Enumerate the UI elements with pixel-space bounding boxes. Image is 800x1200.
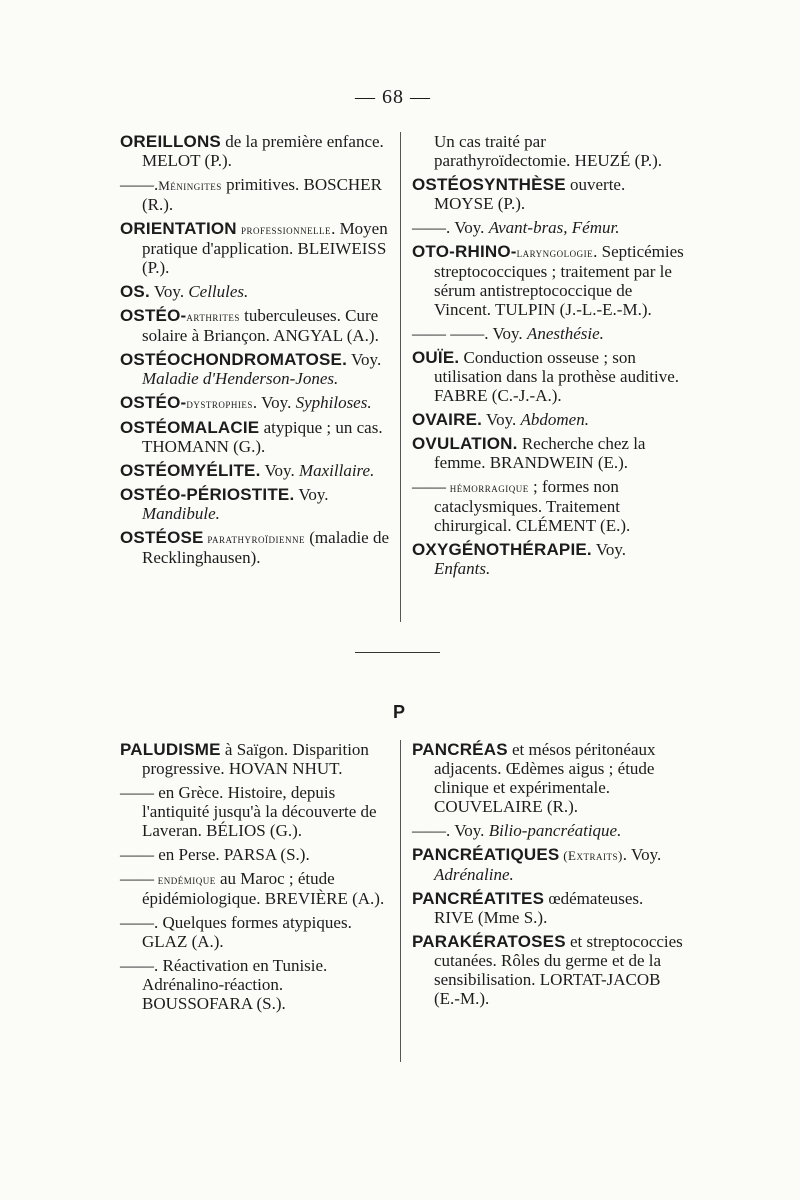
- entry-headword: OTO-RHINO-: [412, 242, 517, 261]
- entry-text: œdémateuses. RIVE (Mme S.).: [434, 889, 644, 927]
- index-entry: [412, 132, 684, 170]
- entry-crossref: Maxillaire.: [298, 461, 375, 480]
- entry-crossref: Enfants.: [434, 559, 491, 578]
- index-entry: [120, 132, 390, 170]
- entry-headword: OXYGÉNOTHÉRAPIE.: [412, 540, 592, 559]
- entry-subheading: dystrophies: [186, 396, 253, 411]
- entry-subheading: parathyroïdienne: [203, 531, 306, 546]
- entry-text: ; formes non cataclysmiques. Traitement chirurgical. CLÉMENT (E.).: [434, 477, 631, 535]
- entry-headword: OSTÉOSYNTHÈSE: [412, 175, 566, 194]
- entry-crossref: Anesthésie.: [526, 324, 604, 343]
- index-entry: [120, 282, 390, 301]
- entry-headword: OSTÉOMALACIE: [120, 418, 260, 437]
- entry-headword: PANCRÉATITES: [412, 889, 545, 908]
- index-entry: [120, 740, 390, 778]
- entry-headword: OS.: [120, 282, 150, 301]
- column-bottom-right: [412, 740, 684, 1013]
- entry-headword: PANCRÉATIQUES: [412, 845, 560, 864]
- entry-crossref: Mandibule.: [142, 504, 220, 523]
- entry-text: Quelques formes atypiques. GLAZ (A.).: [142, 913, 352, 951]
- entry-headword: ORIENTATION: [120, 219, 237, 238]
- entry-text: (maladie de Recklinghausen).: [142, 528, 390, 567]
- column-bottom-left: [120, 740, 390, 1018]
- entry-headword: OVULATION.: [412, 434, 518, 453]
- index-entry: [120, 175, 390, 214]
- index-entry: [120, 528, 390, 567]
- entry-headword: PANCRÉAS: [412, 740, 508, 759]
- entry-text: Voy.: [149, 282, 189, 301]
- entry-crossref: Cellules.: [188, 282, 249, 301]
- entry-text: au Maroc ; étude épidémiologique. BREVIÈRE (A.).: [142, 869, 385, 908]
- entry-subheading: (Extraits): [559, 848, 623, 863]
- entry-text: à Saïgon. Disparition progressive. HOVAN NHUT.: [142, 740, 369, 778]
- index-entry: [412, 434, 684, 472]
- column-divider: [400, 132, 401, 622]
- entry-headword: OSTÉOSE: [120, 528, 204, 547]
- section-separator: [355, 652, 440, 653]
- entry-headword: PARAKÉRATOSES: [412, 932, 566, 951]
- index-entry: [120, 306, 390, 345]
- entry-headword: OUÏE.: [412, 348, 460, 367]
- entry-crossref: Maladie d'Henderson-Jones.: [142, 369, 339, 388]
- entry-headword: OSTÉO-: [120, 306, 187, 325]
- index-entry: [120, 393, 390, 413]
- index-entry: [412, 477, 684, 535]
- entry-text: Voy.: [450, 218, 489, 237]
- entry-dash: ——.: [120, 956, 159, 975]
- entry-subheading: hémorragique: [446, 480, 529, 495]
- column-top-right: [412, 132, 684, 583]
- entry-text: Voy.: [591, 540, 627, 559]
- entry-text: Voy.: [294, 485, 329, 504]
- entry-text: Voy.: [488, 324, 527, 343]
- entry-text: Voy.: [260, 461, 299, 480]
- index-entry: [120, 845, 390, 864]
- column-top-left: [120, 132, 390, 572]
- entry-text: . Voy.: [252, 393, 296, 412]
- entry-subheading: professionnelle: [241, 222, 332, 237]
- entry-subheading: endémique: [154, 872, 216, 887]
- entry-crossref: Avant-bras, Fémur.: [488, 218, 620, 237]
- entry-text: . Voy.: [622, 845, 662, 864]
- section-letter: P: [393, 702, 406, 722]
- entry-dash: ——: [120, 845, 154, 864]
- entry-headword: PALUDISME: [120, 740, 221, 759]
- index-entry: [412, 845, 684, 884]
- entry-headword: OSTÉOMYÉLITE.: [120, 461, 261, 480]
- entry-text: Voy.: [450, 821, 489, 840]
- entry-headword: OVAIRE.: [412, 410, 483, 429]
- entry-dash: ——.: [120, 175, 159, 194]
- index-entry: [412, 740, 684, 816]
- entry-text: primitives. BOSCHER (R.).: [142, 175, 382, 214]
- index-entry: [120, 869, 390, 908]
- index-entry: [412, 242, 684, 319]
- entry-text: Voy.: [347, 350, 382, 369]
- entry-crossref: Syphiloses.: [295, 393, 372, 412]
- index-entry: [120, 913, 390, 951]
- entry-dash: ——: [120, 869, 154, 888]
- index-entry: [412, 889, 684, 927]
- page-number: — 68 —: [355, 86, 431, 108]
- entry-dash: —— ——.: [412, 324, 489, 343]
- entry-text: . Septicémies streptococciques ; traitement par le sérum antistreptococcique de Vincent. TULPIN (J.-L.-E.-M.).: [434, 242, 684, 319]
- entry-text: Un cas traité par parathyroïdectomie. HEUZÉ (P.).: [434, 132, 663, 170]
- entry-headword: OSTÉOCHONDROMATOSE.: [120, 350, 348, 369]
- entry-headword: OSTÉO-: [120, 393, 187, 412]
- entry-text: . Moyen pratique d'application. BLEIWEISS (P.).: [142, 219, 388, 277]
- entry-dash: ——.: [120, 913, 159, 932]
- index-entry: [120, 350, 390, 388]
- entry-text: en Grèce. Histoire, depuis l'antiquité jusqu'à la découverte de Laveran. BÉLIOS (G.).: [142, 783, 377, 840]
- entry-crossref: Bilio-pancréatique.: [488, 821, 622, 840]
- entry-subheading: Méningites: [158, 178, 222, 193]
- entry-text: Conduction osseuse ; son utilisation dans la prothèse auditive. FABRE (C.-J.-A.).: [434, 348, 680, 405]
- column-divider: [400, 740, 401, 1062]
- entry-dash: ——.: [412, 218, 451, 237]
- entry-crossref: Adrénaline.: [434, 865, 514, 884]
- entry-dash: ——: [120, 783, 154, 802]
- entry-dash: ——.: [412, 821, 451, 840]
- entry-text: Voy.: [482, 410, 521, 429]
- index-entry: [120, 219, 390, 277]
- entry-subheading: arthrites: [186, 309, 240, 324]
- index-entry: [412, 175, 684, 213]
- entry-text: ouverte. MOYSE (P.).: [434, 175, 626, 213]
- index-entry: [412, 540, 684, 578]
- entry-headword: OREILLONS: [120, 132, 221, 151]
- index-entry: [412, 218, 684, 237]
- index-entry: [412, 932, 684, 1008]
- index-entry: [120, 461, 390, 480]
- entry-text: et mésos péritonéaux adjacents. Œdèmes aigus ; étude clinique et expérimentale. COUVELAIRE (R.).: [434, 740, 656, 816]
- entry-text: de la première enfance. MELOT (P.).: [142, 132, 384, 170]
- index-entry: [120, 783, 390, 840]
- entry-crossref: Abdomen.: [520, 410, 589, 429]
- entry-subheading: laryngologie: [516, 245, 594, 260]
- index-entry: [412, 410, 684, 429]
- entry-text: Recherche chez la femme. BRANDWEIN (E.).: [434, 434, 646, 472]
- index-entry: [412, 324, 684, 343]
- index-entry: [120, 956, 390, 1013]
- entry-dash: ——: [412, 477, 446, 496]
- index-entry: [412, 348, 684, 405]
- entry-text: en Perse. PARSA (S.).: [154, 845, 310, 864]
- entry-text: Réactivation en Tunisie. Adrénalino-réaction. BOUSSOFARA (S.).: [142, 956, 328, 1013]
- entry-text: atypique ; un cas. THOMANN (G.).: [142, 418, 383, 456]
- index-entry: [120, 418, 390, 456]
- index-entry: [120, 485, 390, 523]
- entry-text: tuberculeuses. Cure solaire à Briançon. ANGYAL (A.).: [142, 306, 379, 345]
- index-entry: [412, 821, 684, 840]
- entry-text: et streptococcies cutanées. Rôles du germe et de la sensibilisation. LORTAT-JACOB (E.-M.).: [434, 932, 683, 1008]
- entry-headword: OSTÉO-PÉRIOSTITE.: [120, 485, 295, 504]
